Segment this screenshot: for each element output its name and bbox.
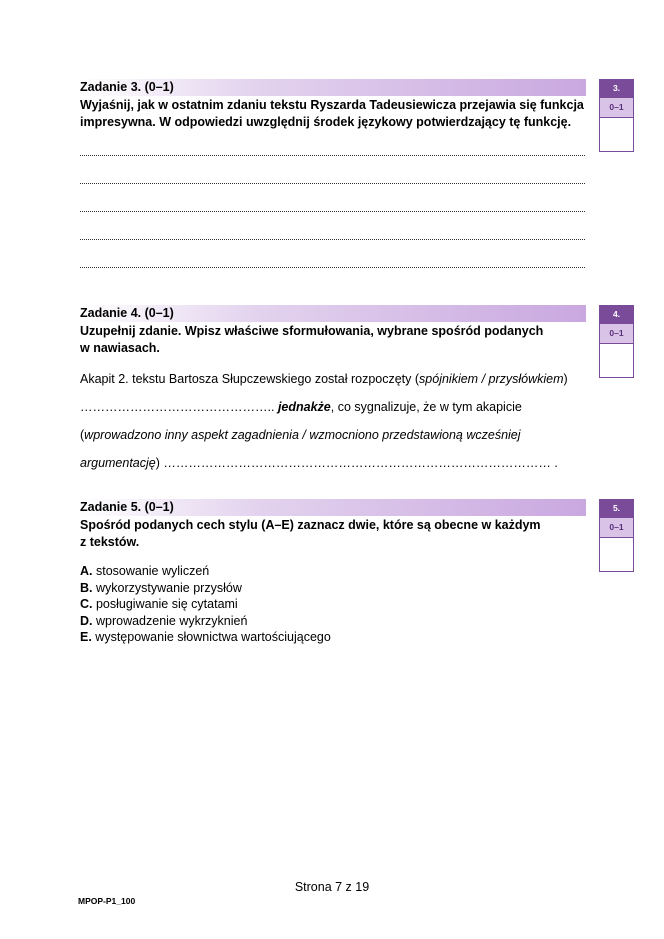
score-task-number: 4. <box>600 306 633 323</box>
task-4-sentence-line-1 <box>80 371 568 387</box>
score-box-task-5 <box>599 499 634 572</box>
text: ( <box>80 428 85 442</box>
option-text: wykorzystywanie przysłów <box>92 580 242 595</box>
option-d[interactable] <box>80 613 331 630</box>
task-4-instruction <box>78 323 586 356</box>
score-box-task-4 <box>599 305 634 378</box>
score-box-task-3 <box>599 79 634 152</box>
option-text: wprowadzenie wykrzyknień <box>92 613 248 628</box>
task-5 <box>78 499 586 644</box>
task-3-header: Zadanie 3. (0–1) <box>78 79 586 96</box>
task-4-sentence-line-3 <box>80 427 521 443</box>
score-entry-field[interactable] <box>600 344 633 377</box>
task-4-instruction-line: Uzupełnij zdanie. Wpisz właściwe sformułowania, wybrane spośród podanych <box>80 324 544 338</box>
option-letter: C. <box>80 597 93 611</box>
task-5-instruction-line: z tekstów. <box>80 534 140 549</box>
text: ) <box>563 372 568 386</box>
option-letter: A. <box>80 564 93 578</box>
fill-in-blank[interactable]: ) ………………………………………………………………………………… . <box>155 456 558 470</box>
score-entry-field[interactable] <box>600 538 633 571</box>
score-range: 0–1 <box>600 97 633 118</box>
task-5-instruction <box>78 517 586 550</box>
emphasized-word: jednakże <box>277 400 331 414</box>
task-5-header: Zadanie 5. (0–1) <box>78 499 586 516</box>
option-letter: E. <box>80 630 92 644</box>
score-task-number: 3. <box>600 80 633 97</box>
exam-code: MPOP-P1_100 <box>78 896 136 906</box>
page-number: Strona 7 z 19 <box>294 880 370 894</box>
text: , co sygnalizuje, że w tym akapicie <box>330 400 522 414</box>
answer-line[interactable] <box>80 155 585 156</box>
option-c[interactable] <box>80 596 331 613</box>
task-4-instruction-line: w nawiasach. <box>80 340 160 355</box>
task-4-header: Zadanie 4. (0–1) <box>78 305 586 322</box>
task-3 <box>78 79 586 130</box>
score-range: 0–1 <box>600 323 633 344</box>
task-3-instruction: Wyjaśnij, jak w ostatnim zdaniu tekstu Ryszarda Tadeusiewicza przejawia się funkcja impresywna. W odpowiedzi uwzględnij środek językowy potwierdzający tę funkcję. <box>80 98 584 129</box>
answer-line[interactable] <box>80 239 585 240</box>
option-text: występowanie słownictwa wartościującego <box>91 630 331 644</box>
fill-in-blank[interactable]: ……………………………………….. <box>80 400 275 414</box>
score-entry-field[interactable] <box>600 118 633 151</box>
task-4 <box>78 305 586 470</box>
option-text: stosowanie wyliczeń <box>92 564 210 578</box>
option-b[interactable] <box>80 580 331 597</box>
answer-line[interactable] <box>80 211 585 212</box>
choice-options: spójnikiem / przysłówkiem <box>419 372 564 386</box>
text: Akapit 2. tekstu Bartosza Słupczewskiego został rozpoczęty ( <box>80 372 420 386</box>
answer-options <box>80 563 331 646</box>
choice-options: argumentację <box>80 456 156 470</box>
option-letter: B. <box>80 580 93 595</box>
task-4-sentence-line-2 <box>80 399 522 415</box>
task-5-instruction-line: Spośród podanych cech stylu (A–E) zaznacz dwie, które są obecne w każdym <box>80 518 541 532</box>
option-a[interactable] <box>80 563 331 580</box>
option-e[interactable] <box>80 629 331 646</box>
task-4-sentence-line-4 <box>80 455 558 471</box>
score-range: 0–1 <box>600 517 633 538</box>
choice-options: wprowadzono inny aspekt zagadnienia / wzmocniono przedstawioną wcześniej <box>84 428 521 442</box>
option-letter: D. <box>80 613 93 628</box>
answer-line[interactable] <box>80 267 585 268</box>
score-task-number: 5. <box>600 500 633 517</box>
option-text: posługiwanie się cytatami <box>92 597 238 611</box>
answer-line[interactable] <box>80 183 585 184</box>
